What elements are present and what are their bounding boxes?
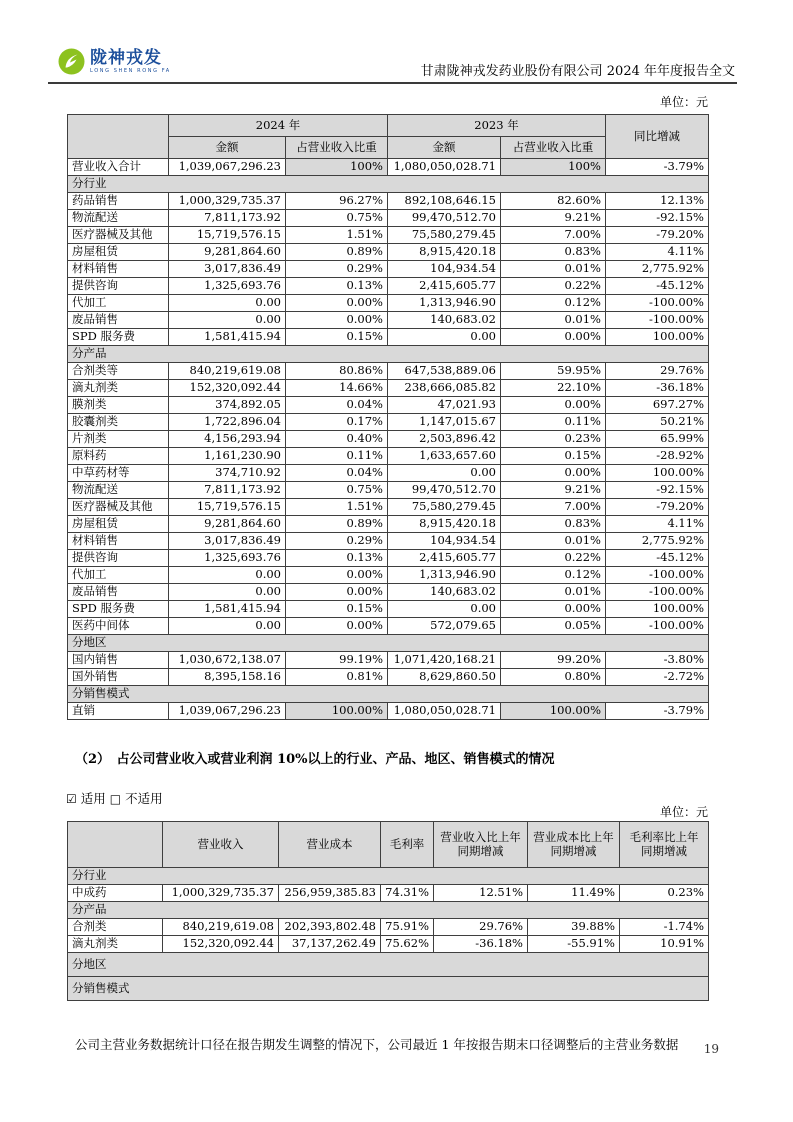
cell-value: 0.81% <box>286 669 388 686</box>
cell-value: -1.74% <box>620 919 709 936</box>
cell-value: 2,775.92% <box>606 261 709 278</box>
cell-value: 1,080,050,028.71 <box>388 703 501 720</box>
unit-label-2: 单位：元 <box>659 805 708 819</box>
applicability-line <box>66 789 163 807</box>
cell-value: 99,470,512.70 <box>388 210 501 227</box>
row-label: 直销 <box>68 703 169 720</box>
table-row <box>68 329 709 346</box>
cell-value: 0.00 <box>169 567 286 584</box>
cell-value: 0.01% <box>501 584 606 601</box>
cell-value: 0.00% <box>286 567 388 584</box>
cell-value: 0.04% <box>286 397 388 414</box>
row-label: 房屋租赁 <box>68 516 169 533</box>
row-label: 提供咨询 <box>68 550 169 567</box>
cell-value: 0.40% <box>286 431 388 448</box>
table-row <box>68 397 709 414</box>
cell-value: 0.23% <box>501 431 606 448</box>
section-row <box>68 635 709 652</box>
section-label: 分销售模式 <box>68 686 709 703</box>
cell-value: 104,934.54 <box>388 533 501 550</box>
table-row <box>68 885 709 902</box>
cell-value: 840,219,619.08 <box>169 363 286 380</box>
row-label: 中成药 <box>68 885 163 902</box>
section-label: 分产品 <box>68 902 709 919</box>
table-row <box>68 278 709 295</box>
cell-value: 0.00% <box>286 312 388 329</box>
cell-value: 0.80% <box>501 669 606 686</box>
cell-value: 0.29% <box>286 261 388 278</box>
cell-value: 15,719,576.15 <box>169 227 286 244</box>
cell-value: 100% <box>501 159 606 176</box>
cell-value: 15,719,576.15 <box>169 499 286 516</box>
cell-value: 0.22% <box>501 278 606 295</box>
table-row <box>68 312 709 329</box>
cell-value: 1.51% <box>286 227 388 244</box>
section-row <box>68 346 709 363</box>
cost-yoy-header: 营业成本比上年同期增减 <box>528 822 620 868</box>
cell-value: 75,580,279.45 <box>388 227 501 244</box>
table-row <box>68 533 709 550</box>
cell-value: -92.15% <box>606 210 709 227</box>
table-row <box>68 516 709 533</box>
cell-value: 152,320,092.44 <box>163 936 279 953</box>
cell-value: 238,666,085.82 <box>388 380 501 397</box>
cell-value: 50.21% <box>606 414 709 431</box>
cell-value: 0.83% <box>501 244 606 261</box>
cell-value: 0.00% <box>286 584 388 601</box>
cell-value: 0.01% <box>501 533 606 550</box>
header-divider <box>48 82 737 84</box>
cell-value: 0.12% <box>501 295 606 312</box>
cell-value: 0.00% <box>501 601 606 618</box>
cell-value: 75.91% <box>381 919 434 936</box>
major-business-table <box>67 821 709 1001</box>
table-row <box>68 465 709 482</box>
cell-value: -3.79% <box>606 159 709 176</box>
cell-value: -2.72% <box>606 669 709 686</box>
unit-label-1: 单位：元 <box>659 95 708 109</box>
cell-value: 4.11% <box>606 244 709 261</box>
cell-value: 202,393,802.48 <box>279 919 381 936</box>
cell-value: 104,934.54 <box>388 261 501 278</box>
cell-value: 59.95% <box>501 363 606 380</box>
cell-value: 1,581,415.94 <box>169 601 286 618</box>
row-label: 物流配送 <box>68 210 169 227</box>
cell-value: 256,959,385.83 <box>279 885 381 902</box>
table-row <box>68 669 709 686</box>
logo-brand-text: 陇神戎发 <box>90 47 162 68</box>
cell-value: 1,633,657.60 <box>388 448 501 465</box>
table-row <box>68 210 709 227</box>
table-header-row <box>68 115 709 137</box>
section-label: 分行业 <box>68 176 709 193</box>
cell-value: 152,320,092.44 <box>169 380 286 397</box>
table-row <box>68 567 709 584</box>
cell-value: 39.88% <box>528 919 620 936</box>
cell-value: 29.76% <box>606 363 709 380</box>
pct-2023-header: 占营业收入比重 <box>501 137 606 159</box>
cell-value: 37,137,262.49 <box>279 936 381 953</box>
revenue-header: 营业收入 <box>163 822 279 868</box>
row-label: SPD 服务费 <box>68 329 169 346</box>
table-row <box>68 193 709 210</box>
section-heading: （2） 占公司营业收入或营业利润 10%以上的行业、产品、地区、销售模式的情况 <box>75 752 555 767</box>
table-header-row <box>68 822 709 868</box>
cell-value: 0.00 <box>169 618 286 635</box>
cell-value: 1,039,067,296.23 <box>169 159 286 176</box>
cell-value: 3,017,836.49 <box>169 261 286 278</box>
cell-value: 29.76% <box>434 919 528 936</box>
section-label: 分地区 <box>68 635 709 652</box>
cell-value: -100.00% <box>606 295 709 312</box>
cell-value: 96.27% <box>286 193 388 210</box>
cell-value: -36.18% <box>434 936 528 953</box>
cell-value: 14.66% <box>286 380 388 397</box>
row-label: 材料销售 <box>68 261 169 278</box>
cell-value: 0.83% <box>501 516 606 533</box>
cell-value: 0.05% <box>501 618 606 635</box>
cell-value: -79.20% <box>606 499 709 516</box>
cell-value: 1,722,896.04 <box>169 414 286 431</box>
table-row <box>68 652 709 669</box>
cell-value: 22.10% <box>501 380 606 397</box>
cell-value: 0.11% <box>286 448 388 465</box>
row-label: 药品销售 <box>68 193 169 210</box>
table-row <box>68 499 709 516</box>
cell-value: 10.91% <box>620 936 709 953</box>
cell-value: 12.51% <box>434 885 528 902</box>
row-label: 原料药 <box>68 448 169 465</box>
cell-value: 0.11% <box>501 414 606 431</box>
section-label: 分产品 <box>68 346 709 363</box>
cell-value: 100.00% <box>286 703 388 720</box>
page-number: 19 <box>703 1042 719 1056</box>
table-row <box>68 919 709 936</box>
cell-value: 0.15% <box>286 329 388 346</box>
cell-value: 0.00% <box>501 329 606 346</box>
cell-value: 697.27% <box>606 397 709 414</box>
cell-value: 100.00% <box>501 703 606 720</box>
cell-value: 1,080,050,028.71 <box>388 159 501 176</box>
cell-value: 80.86% <box>286 363 388 380</box>
cell-value: -28.92% <box>606 448 709 465</box>
cell-value: 3,017,836.49 <box>169 533 286 550</box>
cell-value: 0.13% <box>286 550 388 567</box>
row-label: 房屋租赁 <box>68 244 169 261</box>
not-applicable-label: 不适用 <box>125 791 163 806</box>
row-label: 废品销售 <box>68 584 169 601</box>
row-label: 提供咨询 <box>68 278 169 295</box>
cell-value: 9.21% <box>501 210 606 227</box>
cell-value: 0.12% <box>501 567 606 584</box>
cell-value: 0.75% <box>286 210 388 227</box>
section-row <box>68 686 709 703</box>
row-label: 医疗器械及其他 <box>68 227 169 244</box>
table-row <box>68 482 709 499</box>
margin-yoy-header: 毛利率比上年同期增减 <box>620 822 709 868</box>
table-row <box>68 431 709 448</box>
table-row <box>68 363 709 380</box>
cell-value: 75.62% <box>381 936 434 953</box>
section-label: 分地区 <box>68 953 709 977</box>
table-row <box>68 244 709 261</box>
row-label: SPD 服务费 <box>68 601 169 618</box>
cell-value: 65.99% <box>606 431 709 448</box>
cell-value: 0.17% <box>286 414 388 431</box>
cell-value: 2,503,896.42 <box>388 431 501 448</box>
row-label: 材料销售 <box>68 533 169 550</box>
year-2024-header: 2024 年 <box>169 115 388 137</box>
row-label: 合剂类等 <box>68 363 169 380</box>
revenue-composition-table <box>67 114 709 720</box>
cell-value: 99.20% <box>501 652 606 669</box>
cell-value: 1,039,067,296.23 <box>169 703 286 720</box>
table-row <box>68 550 709 567</box>
cell-value: 0.04% <box>286 465 388 482</box>
cell-value: 0.00% <box>501 397 606 414</box>
row-label: 国外销售 <box>68 669 169 686</box>
row-label: 医疗器械及其他 <box>68 499 169 516</box>
year-2023-header: 2023 年 <box>388 115 606 137</box>
cell-value: 100.00% <box>606 329 709 346</box>
table-row <box>68 936 709 953</box>
cell-value: 140,683.02 <box>388 584 501 601</box>
yoy-header: 同比增减 <box>606 115 709 159</box>
cell-value: 8,915,420.18 <box>388 244 501 261</box>
row-label: 滴丸剂类 <box>68 380 169 397</box>
cell-value: 1,147,015.67 <box>388 414 501 431</box>
cell-value: 1,325,693.76 <box>169 550 286 567</box>
cell-value: 374,710.92 <box>169 465 286 482</box>
cell-value: 2,775.92% <box>606 533 709 550</box>
applicable-label: 适用 <box>80 791 106 806</box>
row-label: 滴丸剂类 <box>68 936 163 953</box>
section-row <box>68 868 709 885</box>
cell-value: -55.91% <box>528 936 620 953</box>
cell-value: 892,108,646.15 <box>388 193 501 210</box>
cell-value: 0.29% <box>286 533 388 550</box>
row-label: 膜剂类 <box>68 397 169 414</box>
gross-margin-header: 毛利率 <box>381 822 434 868</box>
row-label: 废品销售 <box>68 312 169 329</box>
cell-value: 0.13% <box>286 278 388 295</box>
section-row <box>68 977 709 1001</box>
amount-2023-header: 金额 <box>388 137 501 159</box>
cell-value: 0.89% <box>286 244 388 261</box>
cell-value: 99.19% <box>286 652 388 669</box>
logo-icon <box>58 48 85 75</box>
cell-value: 374,892.05 <box>169 397 286 414</box>
cell-value: 140,683.02 <box>388 312 501 329</box>
cell-value: 7.00% <box>501 227 606 244</box>
cell-value: 0.15% <box>501 448 606 465</box>
cell-value: 840,219,619.08 <box>163 919 279 936</box>
cell-value: 0.00 <box>388 329 501 346</box>
cell-value: 9,281,864.60 <box>169 244 286 261</box>
footnote-text: 公司主营业务数据统计口径在报告期发生调整的情况下，公司最近 1 年按报告期末口径调整后的主营业务数据 <box>75 1037 679 1052</box>
table-row <box>68 703 709 720</box>
section-row <box>68 902 709 919</box>
row-label: 胶囊剂类 <box>68 414 169 431</box>
row-label: 合剂类 <box>68 919 163 936</box>
table-row <box>68 601 709 618</box>
cost-header: 营业成本 <box>279 822 381 868</box>
table-row <box>68 584 709 601</box>
table-row <box>68 295 709 312</box>
cell-value: 99,470,512.70 <box>388 482 501 499</box>
row-label: 国内销售 <box>68 652 169 669</box>
table-row <box>68 227 709 244</box>
row-label: 片剂类 <box>68 431 169 448</box>
cell-value: 4,156,293.94 <box>169 431 286 448</box>
table-row <box>68 414 709 431</box>
row-label: 医药中间体 <box>68 618 169 635</box>
cell-value: 0.15% <box>286 601 388 618</box>
row-label: 代加工 <box>68 567 169 584</box>
cell-value: 0.00% <box>286 618 388 635</box>
cell-value: 572,079.65 <box>388 618 501 635</box>
cell-value: 0.01% <box>501 261 606 278</box>
cell-value: 0.00% <box>286 295 388 312</box>
cell-value: 647,538,889.06 <box>388 363 501 380</box>
row-label: 营业收入合计 <box>68 159 169 176</box>
cell-value: 1,313,946.90 <box>388 295 501 312</box>
cell-value: 0.22% <box>501 550 606 567</box>
cell-value: 1,000,329,735.37 <box>169 193 286 210</box>
section-row <box>68 176 709 193</box>
cell-value: -100.00% <box>606 312 709 329</box>
cell-value: 1,313,946.90 <box>388 567 501 584</box>
cell-value: 7,811,173.92 <box>169 210 286 227</box>
cell-value: -45.12% <box>606 550 709 567</box>
cell-value: 74.31% <box>381 885 434 902</box>
cell-value: -45.12% <box>606 278 709 295</box>
section-row <box>68 953 709 977</box>
cell-value: 12.13% <box>606 193 709 210</box>
cell-value: 100.00% <box>606 601 709 618</box>
cell-value: 1,030,672,138.07 <box>169 652 286 669</box>
cell-value: -79.20% <box>606 227 709 244</box>
amount-2024-header: 金额 <box>169 137 286 159</box>
checkbox-unchecked-icon: □ <box>109 792 122 806</box>
cell-value: -3.79% <box>606 703 709 720</box>
blank-header-cell <box>68 822 163 868</box>
cell-value: 1,071,420,168.21 <box>388 652 501 669</box>
blank-header-cell <box>68 115 169 159</box>
cell-value: 82.60% <box>501 193 606 210</box>
logo-sub-text: LONG SHEN RONG FA <box>90 67 171 74</box>
pct-2024-header: 占营业收入比重 <box>286 137 388 159</box>
table-row <box>68 618 709 635</box>
cell-value: 75,580,279.45 <box>388 499 501 516</box>
table-row <box>68 261 709 278</box>
cell-value: 9,281,864.60 <box>169 516 286 533</box>
cell-value: 100.00% <box>606 465 709 482</box>
row-label: 物流配送 <box>68 482 169 499</box>
cell-value: 0.00 <box>388 601 501 618</box>
cell-value: 0.75% <box>286 482 388 499</box>
cell-value: 1,325,693.76 <box>169 278 286 295</box>
section-label: 分行业 <box>68 868 709 885</box>
table-row <box>68 448 709 465</box>
cell-value: 0.01% <box>501 312 606 329</box>
cell-value: 0.00 <box>169 295 286 312</box>
cell-value: -100.00% <box>606 567 709 584</box>
cell-value: 7,811,173.92 <box>169 482 286 499</box>
cell-value: 2,415,605.77 <box>388 278 501 295</box>
cell-value: 0.00 <box>169 312 286 329</box>
cell-value: 2,415,605.77 <box>388 550 501 567</box>
cell-value: 1,000,329,735.37 <box>163 885 279 902</box>
cell-value: -100.00% <box>606 618 709 635</box>
cell-value: 0.00% <box>501 465 606 482</box>
cell-value: 8,629,860.50 <box>388 669 501 686</box>
cell-value: 0.89% <box>286 516 388 533</box>
row-label: 中草药材等 <box>68 465 169 482</box>
cell-value: 1,161,230.90 <box>169 448 286 465</box>
cell-value: 8,915,420.18 <box>388 516 501 533</box>
cell-value: 9.21% <box>501 482 606 499</box>
cell-value: 1.51% <box>286 499 388 516</box>
row-label: 代加工 <box>68 295 169 312</box>
cell-value: 0.00 <box>169 584 286 601</box>
cell-value: 7.00% <box>501 499 606 516</box>
cell-value: -92.15% <box>606 482 709 499</box>
cell-value: 8,395,158.16 <box>169 669 286 686</box>
checkbox-checked-icon: ☑ <box>66 792 77 806</box>
cell-value: 0.23% <box>620 885 709 902</box>
cell-value: 1,581,415.94 <box>169 329 286 346</box>
cell-value: -100.00% <box>606 584 709 601</box>
table-row <box>68 380 709 397</box>
table-row <box>68 159 709 176</box>
cell-value: 0.00 <box>388 465 501 482</box>
section-label: 分销售模式 <box>68 977 709 1001</box>
cell-value: 11.49% <box>528 885 620 902</box>
cell-value: 4.11% <box>606 516 709 533</box>
company-logo <box>58 48 171 75</box>
document-title: 甘肃陇神戎发药业股份有限公司 2024 年年度报告全文 <box>420 64 735 79</box>
cell-value: -3.80% <box>606 652 709 669</box>
revenue-yoy-header: 营业收入比上年同期增减 <box>434 822 528 868</box>
cell-value: 100% <box>286 159 388 176</box>
cell-value: -36.18% <box>606 380 709 397</box>
cell-value: 47,021.93 <box>388 397 501 414</box>
